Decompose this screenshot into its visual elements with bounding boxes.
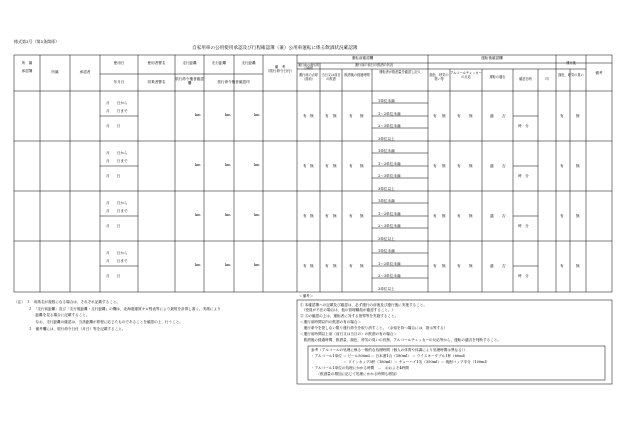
no-mark: 無 (310, 264, 314, 268)
km-unit: km (195, 213, 201, 217)
header-after-check: 運転後確認欄 (481, 56, 503, 60)
no-mark: 無 (469, 264, 473, 268)
unsuitable-mark: 否 (502, 264, 506, 268)
amount-option: 2〜3単位未満 (378, 124, 401, 128)
unsuitable-mark: 否 (502, 214, 506, 218)
header-dept: 所 属 承認簿 (21, 61, 33, 73)
yes-mark: 有 (325, 264, 329, 268)
header-post-e: 印 (545, 77, 549, 81)
amount-option: 3単位以上 (378, 286, 395, 291)
km-unit: km (195, 113, 201, 117)
yes-mark: 有 (433, 264, 437, 268)
no-mark: 無 (360, 214, 364, 218)
header-notes: 備 考 （旅行命令日付） (265, 65, 295, 73)
header-pre-b: 当日又は前日の飲酒 (321, 73, 341, 81)
no-mark: 無 (333, 264, 337, 268)
amount-option: 3単位以上 (378, 136, 395, 141)
unsuitable-mark: 否 (502, 164, 506, 168)
notice-line: ＜運行前時間以上前（前日又は当日の）の飲酒の有の場合＞ (300, 332, 398, 336)
reference-line: 参考（アルコールの処理に係る一般的な処理時間（個人の体質や体調により処理時間は異なる）） (311, 348, 468, 352)
date-single: 月 日 (106, 174, 121, 178)
amount-option: 2〜3単位未満 (378, 174, 401, 178)
yes-mark: 有 (303, 164, 307, 168)
footnote-line: ３ 備考欄には、旅行命令日付（月日）等を記載すること。 (14, 327, 126, 331)
yes-mark: 有 (325, 114, 329, 118)
no-mark: 無 (333, 164, 337, 168)
header-trip1: 走行距離 (182, 61, 197, 65)
notice-line: ＜運行前時間以内の飲酒の有の場合＞ (300, 320, 362, 324)
yes-mark: 有 (560, 214, 564, 218)
yes-mark: 有 (303, 114, 307, 118)
amount-option: 2〜3単位未満 (378, 274, 401, 278)
reference-line: ・アルコール1単位の処理にかかる時間 … おおよそ4時間 (311, 366, 409, 370)
amount-option: 1単位未満 (378, 149, 395, 153)
header-pre-d: 運転者が飲酒量を確認し記入 (379, 70, 421, 74)
header-driving-sub2: 運行前の前日の飲酒の状況 (354, 63, 394, 67)
header-after-b: 運行後 (566, 61, 576, 65)
header-section: 所属 (51, 70, 59, 74)
no-mark: 無 (360, 114, 364, 118)
reference-line: ・アルコール1単位 ＝ ビール500ml ＝ 日本酒1合（180ml） ＝ ウイスキーダブル1杯（60ml） (311, 354, 468, 358)
yes-mark: 有 (433, 164, 437, 168)
no-mark: 無 (442, 264, 446, 268)
no-mark: 無 (442, 164, 446, 168)
amount-option: 1単位未満 (378, 199, 395, 203)
no-mark: 無 (360, 164, 364, 168)
amount-option: 1〜2単位未満 (378, 161, 401, 166)
date-single: 月 日 (106, 274, 121, 278)
footnote-line: ２ 「走行前距離」及び「走行後距離・走行距離」の欄は、北海道運賃キロ程表等により最短を計算し書く。実測により (14, 307, 221, 311)
km-unit: km (225, 113, 231, 117)
amount-option: 1〜2単位未満 (378, 111, 401, 116)
notice-line: （役員が不在の場合は、他の管理職員が確認すること。） (300, 308, 396, 312)
header-pre-c: 飲酒後の経過時間 (344, 73, 370, 77)
time-label: 時 分 (518, 224, 529, 228)
suitable-mark: 適 (490, 164, 494, 168)
km-unit: km (254, 213, 260, 217)
header-period2: 年月日 (113, 80, 125, 84)
header-pre-a: 運行前の点呼（面前） (298, 73, 319, 81)
date-from: 月 日から (106, 151, 128, 155)
km-unit: km (254, 113, 260, 117)
yes-mark: 有 (325, 164, 329, 168)
suitable-mark: 適 (490, 264, 494, 268)
yes-mark: 有 (433, 214, 437, 218)
unsuitable-mark: 否 (502, 114, 506, 118)
header-remarks: 備考 (595, 71, 603, 75)
no-mark: 無 (442, 114, 446, 118)
no-mark: 無 (442, 214, 446, 218)
page-title: 自家用車の公用使用承認及び行程確認簿（兼）公用車運転に係る飲酒状況確認簿 (192, 46, 358, 51)
km-unit: km (195, 163, 201, 167)
yes-mark: 有 (457, 264, 461, 268)
km-unit: km (225, 163, 231, 167)
date-from: 月 日から (106, 201, 128, 205)
yes-mark: 有 (433, 114, 437, 118)
footnote-line: なお、走行距離の確認は、当該距離が旅程に応じたものであることを確認の上、行うこと。 (14, 320, 183, 324)
no-mark: 無 (576, 114, 580, 118)
no-mark: 無 (310, 114, 314, 118)
notice-line: ① 本確認簿への記載及び確認は、必ず運行の前後及び運行後に実施すること。 (300, 303, 427, 307)
yes-mark: 有 (349, 214, 353, 218)
no-mark: 無 (310, 214, 314, 218)
header-driving-sub1: 運行前の酒気帯び確認 (297, 63, 319, 71)
yes-mark: 有 (303, 214, 307, 218)
amount-option: 1〜2単位未満 (378, 211, 401, 216)
header-passenger: 同乗者署名 (147, 80, 166, 84)
header-trip3: 走行距離 (241, 61, 256, 65)
time-label: 時 分 (518, 124, 529, 128)
date-from: 月 日から (106, 101, 128, 105)
no-mark: 無 (576, 164, 580, 168)
date-single: 月 日 (106, 224, 121, 228)
header-user: 使用者署名 (147, 61, 166, 65)
date-to: 月 日まで (106, 109, 128, 113)
date-to: 月 日まで (106, 159, 128, 163)
header-post-c: 運転の適否 (489, 75, 506, 79)
time-label: 時 分 (518, 274, 529, 278)
date-to: 月 日まで (106, 259, 128, 263)
reference-line: ＝ ワインカップ3杯（180ml）＝ チューハイ1缶（350ml）＝ 焼酎コップ半分（100ml） (311, 360, 490, 364)
km-unit: km (254, 263, 260, 267)
km-unit: km (254, 163, 260, 167)
date-to: 月 日まで (106, 209, 128, 213)
yes-mark: 有 (325, 214, 329, 218)
notice-line: 飲酒後の経過時間、飲酒量、顔色、呼気の臭いの有無、アルコールチェッカーの反応等から、運転の適否を判断すること。 (300, 338, 501, 342)
no-mark: 無 (310, 164, 314, 168)
yes-mark: 有 (349, 264, 353, 268)
yes-mark: 有 (349, 164, 353, 168)
header-approval-sign: 旅行命令権者確認印 (217, 80, 250, 84)
amount-option: 1単位未満 (378, 99, 395, 103)
no-mark: 無 (576, 264, 580, 268)
footnote-line: 距離を見る場合に記載すること。 (14, 313, 90, 317)
no-mark: 無 (333, 214, 337, 218)
header-post-d: 確認日時 (519, 77, 532, 81)
km-unit: km (195, 263, 201, 267)
footnote-line: （注） １ 用紙名が複数になる場合は、それぞれ記載すること。 (14, 300, 121, 304)
yes-mark: 有 (303, 264, 307, 268)
header-post-b: アルコールチェッカーの反応 (450, 71, 482, 79)
no-mark: 無 (469, 114, 473, 118)
reference-line: （飲酒量の増加に応じて処理にかかる時間も増加） (311, 372, 400, 376)
suitable-mark: 適 (490, 214, 494, 218)
form-number: 様式第3号（第5条関係） (14, 39, 60, 44)
amount-option: 1単位未満 (378, 249, 395, 253)
suitable-mark: 適 (490, 114, 494, 118)
amount-option: 3単位以上 (378, 186, 395, 191)
header-post-a: 顔色、呼気の臭い等 (429, 73, 449, 81)
amount-option: 1〜2単位未満 (378, 261, 401, 266)
header-driving-check: 運転前確認欄 (351, 56, 374, 60)
header-mgr-sign: 旅行命令権者確認欄 (175, 77, 204, 85)
km-unit: km (225, 263, 231, 267)
no-mark: 無 (360, 264, 364, 268)
yes-mark: 有 (457, 164, 461, 168)
notice-line: ② ①の確認の上は、運転者に対する指導等を実施すること。 (300, 314, 399, 318)
no-mark: 無 (576, 214, 580, 218)
amount-option: 2〜3単位未満 (378, 224, 401, 228)
amount-option: 3単位以上 (378, 236, 395, 241)
date-from: 月 日から (106, 251, 128, 255)
notice-title: ＜備考＞ (299, 294, 314, 298)
no-mark: 無 (469, 214, 473, 218)
date-single: 月 日 (106, 124, 121, 128)
header-approver: 承認者 (79, 70, 91, 74)
yes-mark: 有 (457, 214, 461, 218)
header-period: 使用日 (113, 61, 125, 65)
yes-mark: 有 (560, 264, 564, 268)
header-trip2: 走行距離 (211, 61, 227, 65)
km-unit: km (225, 213, 231, 217)
yes-mark: 有 (560, 164, 564, 168)
yes-mark: 有 (349, 114, 353, 118)
time-label: 時 分 (518, 174, 529, 178)
no-mark: 無 (333, 114, 337, 118)
notice-line: 運行命令を発しない限り運行命令を取り消すこと。（余裕を持つ場合には、指示等する） (300, 326, 448, 330)
yes-mark: 有 (457, 114, 461, 118)
header-after-a: 顔色、呼気の臭い (558, 73, 584, 77)
yes-mark: 有 (560, 114, 564, 118)
no-mark: 無 (469, 164, 473, 168)
